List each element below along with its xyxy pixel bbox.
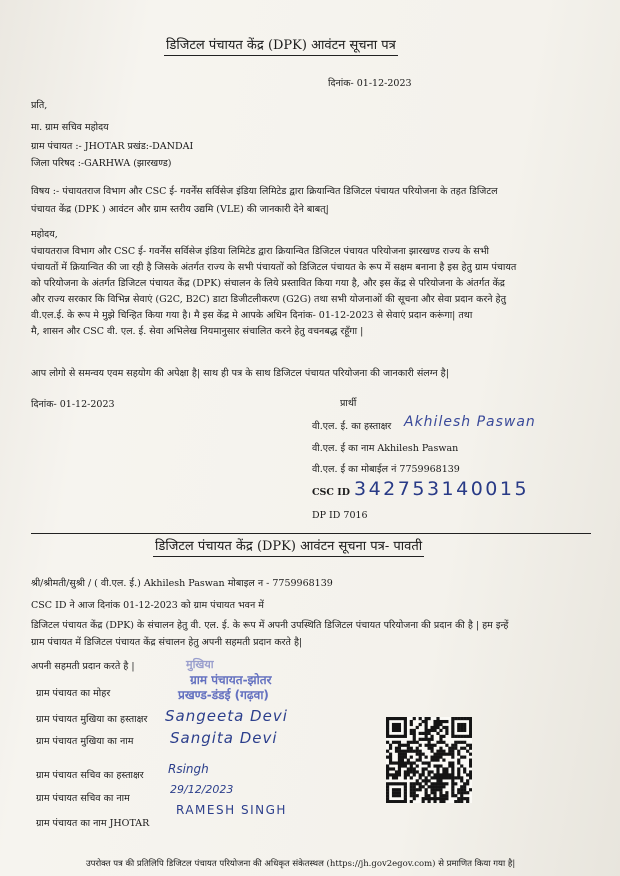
notice-date: दिनांक- 01-12-2023 (328, 78, 412, 89)
vle-sign-label: वी.एल. ई. का हस्ताक्षर (312, 421, 392, 432)
csc-id-value: 342753140015 (354, 478, 530, 500)
body-line: मै, शासन और CSC वी. एल. ई. सेवा अभिलेख नियमानुसार संचालित करने हेतु वचनबद्ध रहूँगा | (31, 326, 364, 337)
addressee-line: ग्राम पंचायत :- JHOTAR प्रखंड:-DANDAI (31, 141, 194, 152)
vle-mobile-line: वी.एल. ई का मोबाईल नं 7759968139 (312, 464, 460, 475)
mukhiya-signature: Sangeeta Devi (165, 707, 288, 725)
stamp-line: मुखिया (186, 658, 214, 671)
body-line: पंचायतों में क्रियान्वित की जा रही है जिसके अंतर्गत राज्य के सभी पंचायतों को डिजिटल पंचायत के रूप में सक्षम बनाना है इस हेतु ग्राम पंचायत (31, 262, 517, 273)
mukhiya-name-handwritten: Sangita Devi (170, 729, 278, 747)
consent-label: अपनी सहमती प्रदान करते है | (31, 661, 135, 672)
addressee-line: जिला परिषद :-GARHWA (झारखण्ड) (31, 158, 172, 169)
prarthi-label: प्रार्थी (340, 398, 357, 409)
cooperation-line: आप लोगो से समन्वय एवम सहयोग की अपेक्षा है| साथ ही पत्र के साथ डिजिटल पंचायत परियोजना की जानकारी संलग्न है| (31, 368, 449, 379)
subject-line: विषय :- पंचायतराज विभाग और CSC ई- गवर्नेंस सर्विसेज इंडिया लिमिटेड द्वारा क्रियान्वित डिजिटल पंचायत परियोजना के तहत डिजिटल (31, 186, 498, 197)
subject-line: पंचायत केंद्र (DPK ) आवंटन और ग्राम स्तरीय उद्यमि (VLE) की जानकारी देने बाबत्| (31, 204, 329, 215)
body-line: वी.एल.ई. के रूप मे मुझे चिन्हित किया गया है। मै इस केंद्र मे आपके अधिन दिनांक- 01-12-2023 से सेवाएं प्रदान करूंगा| तथा (31, 310, 473, 321)
receipt-line: ग्राम पंचायत में डिजिटल पंचायत केंद्र संचालन हेतु अपनी सहमती प्रदान करते है| (31, 637, 303, 648)
receipt-title: डिजिटल पंचायत केंद्र (DPK) आवंटन सूचना पत्र- पावती (153, 538, 424, 557)
receipt-line: डिजिटल पंचायत केंद्र (DPK) के संचालन हेतु वी. एल. ई. के रूप में अपनी उपस्थिति डिजिटल पंचायत परियोजना की प्रदान की है | हम इन्हें (31, 620, 509, 631)
body-paragraph (31, 244, 516, 340)
sachiv-sign-label: ग्राम पंचायत सचिव का हस्ताक्षर (36, 770, 144, 781)
notice-title: डिजिटल पंचायत केंद्र (DPK) आवंटन सूचना पत्र (164, 37, 398, 56)
section-divider (31, 533, 591, 534)
csc-id-label: CSC ID (312, 487, 350, 498)
sachiv-name-label: ग्राम पंचायत सचिव का नाम (36, 793, 130, 804)
prati: प्रति, (31, 100, 48, 111)
qr-code-icon (386, 717, 472, 803)
vle-signature: Akhilesh Paswan (404, 414, 536, 430)
sachiv-name-handwritten: RAMESH SINGH (176, 803, 287, 817)
footnote: उपरोक्त पत्र की प्रतिलिपि डिजिटल पंचायत परियोजना की अधिकृत संकेतस्थल (https://jh.gov2egov.com) से प्रमाणित किया गया है| (86, 859, 516, 869)
panchayat-name-line: ग्राम पंचायत का नाम JHOTAR (36, 818, 150, 829)
stamp-line: ग्राम पंचायत-झोतर (190, 673, 272, 687)
footer-date: दिनांक- 01-12-2023 (31, 399, 115, 410)
sachiv-date: 29/12/2023 (170, 783, 234, 796)
dp-id-line: DP ID 7016 (312, 510, 368, 521)
salutation: महोदय, (31, 229, 58, 240)
receipt-line: CSC ID ने आज दिनांक 01-12-2023 को ग्राम पंचायत भवन में (31, 600, 264, 611)
mukhiya-sign-label: ग्राम पंचायत मुखिया का हस्ताक्षर (36, 714, 148, 725)
vle-name-line: वी.एल. ई का नाम Akhilesh Paswan (312, 443, 459, 454)
stamp-line: प्रखण्ड-डंडई (गढ़वा) (178, 688, 269, 702)
body-line: और राज्य सरकार कि विभिन्न सेवाएं (G2C, B2C) डाटा डिजीटलीकरण (G2G) तथा सभी योजनाओं की सूचना और सेवा प्रदान करने हेतु (31, 294, 506, 305)
sachiv-signature: Rsingh (168, 762, 209, 776)
seal-label: ग्राम पंचायत का मोहर (36, 688, 111, 699)
receipt-line: श्री/श्रीमती/सुश्री / ( वी.एल. ई.) Akhilesh Paswan मोबाइल न - 7759968139 (31, 578, 333, 589)
addressee-line: मा. ग्राम सचिव महोदय (31, 122, 109, 133)
body-line: को परियोजना के अंतर्गत डिजिटल पंचायत केंद्र (DPK) संचालन के लिये प्रस्तावित किया गया है, और इस केंद्र से परियोजना के अंतर्गत केंद्र (31, 278, 505, 289)
body-line: पंचायतराज विभाग और CSC ई- गवर्नेंस सर्विसेज इंडिया लिमिटेड द्वारा क्रियान्वित डिजिटल पंचायत परियोजना झारखण्ड राज्य के सभी (31, 246, 489, 257)
mukhiya-name-label: ग्राम पंचायत मुखिया का नाम (36, 736, 134, 747)
